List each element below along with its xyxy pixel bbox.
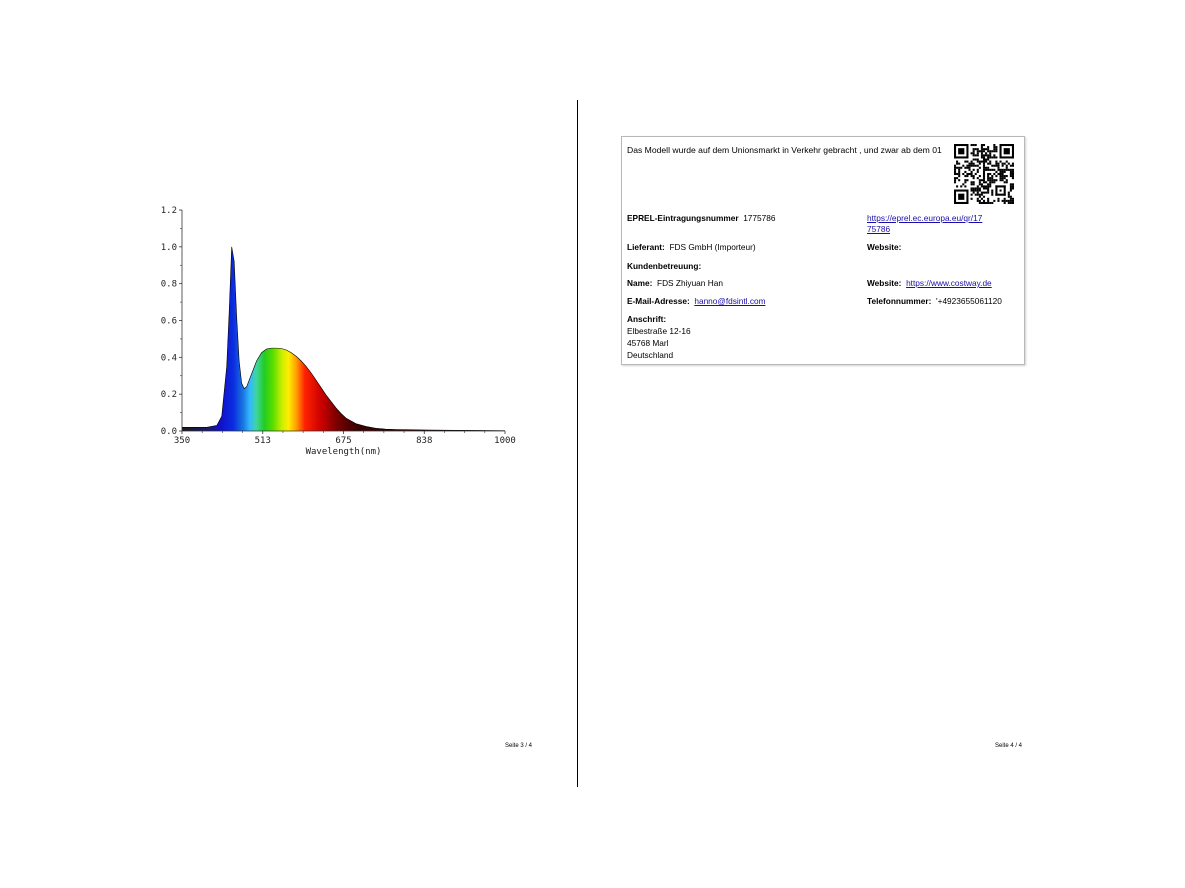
address-label: Anschrift: <box>627 314 667 324</box>
eprel-row <box>627 213 776 224</box>
market-intro-text: Das Modell wurde auf dem Unionsmarkt in Verkehr gebracht , und zwar ab dem 01 <box>627 145 942 155</box>
y-tick-label: 0.0 <box>160 427 177 437</box>
email-label: E-Mail-Adresse: <box>627 296 690 306</box>
eprel-label: EPREL-Eintragungsnummer <box>627 213 739 223</box>
x-tick-label: 513 <box>254 436 271 446</box>
qr-code-icon[interactable] <box>954 144 1014 204</box>
phone-label: Telefonnummer: <box>867 296 932 306</box>
phone-row <box>867 296 1002 307</box>
name-label: Name: <box>627 278 653 288</box>
customer-service-label: Kundenbetreuung: <box>627 261 702 271</box>
eprel-link-line2[interactable]: 75786 <box>867 224 891 234</box>
website2-link[interactable]: https://www.costway.de <box>906 278 992 288</box>
page-number-left: Seite 3 / 4 <box>505 743 533 749</box>
y-tick-label: 0.4 <box>160 353 177 364</box>
name-row <box>627 278 723 289</box>
x-tick-label: 1000 <box>494 436 516 446</box>
x-axis-label: Wavelength(nm) <box>305 447 382 457</box>
website-label: Website: <box>867 242 902 252</box>
address-line3: Deutschland <box>627 350 674 360</box>
name-value: FDS Zhiyuan Han <box>657 278 723 288</box>
x-tick-label: 350 <box>173 436 191 446</box>
y-tick-label: 0.8 <box>160 279 177 290</box>
y-tick-label: 0.2 <box>160 390 177 401</box>
y-tick-label: 1.2 <box>160 206 177 216</box>
eprel-link-line1[interactable]: https://eprel.ec.europa.eu/qr/17 <box>867 213 983 223</box>
email-link[interactable]: hanno@fdsintl.com <box>694 296 766 306</box>
address-line1: Elbestraße 12-16 <box>627 326 691 336</box>
address-line2: 45768 Marl <box>627 338 669 348</box>
x-tick-label: 838 <box>416 436 433 446</box>
supplier-value: FDS GmbH (Importeur) <box>669 242 756 252</box>
supplier-label: Lieferant: <box>627 242 665 252</box>
phone-value: '+4923655061120 <box>936 296 1002 306</box>
website2-label: Website: <box>867 278 902 288</box>
eprel-value: 1775786 <box>743 213 776 223</box>
y-tick-label: 0.6 <box>160 316 177 327</box>
x-tick-label: 675 <box>335 436 352 446</box>
website2-row <box>867 278 992 289</box>
supplier-row <box>627 242 756 253</box>
y-tick-label: 1.0 <box>160 242 177 253</box>
page-divider <box>577 100 578 787</box>
chart-axes <box>161 206 516 446</box>
page-number-right: Seite 4 / 4 <box>995 743 1023 749</box>
email-row <box>627 296 766 307</box>
spectrum-chart <box>140 198 530 468</box>
